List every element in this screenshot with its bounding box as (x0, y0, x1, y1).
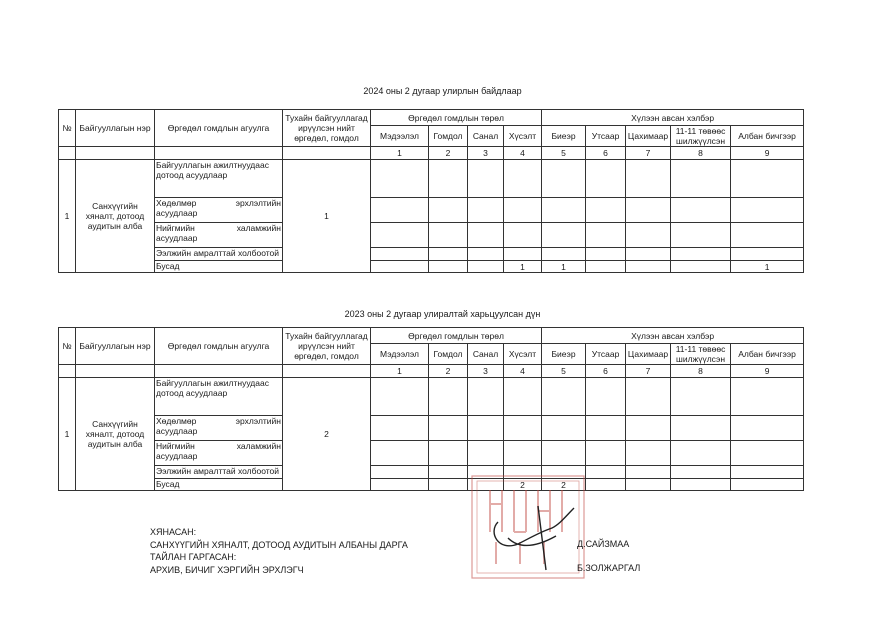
column-number: 3 (468, 365, 504, 378)
header-type: Хүсэлт (504, 126, 542, 147)
header-org-name: Байгууллагын нэр (76, 328, 155, 365)
value-cell (371, 248, 429, 261)
value-cell: 1 (731, 261, 804, 273)
value-cell (671, 441, 731, 466)
header-form: Утсаар (586, 344, 626, 365)
value-cell (731, 248, 804, 261)
value-cell (371, 479, 429, 491)
header-form: 11-11 төвөөс шилжүүлсэн (671, 126, 731, 147)
column-number: 1 (371, 365, 429, 378)
official-stamp (468, 472, 588, 582)
reviewer-name: Д.САЙЗМАА (577, 539, 630, 549)
column-number: 8 (671, 365, 731, 378)
header-type: Мэдээлэл (371, 126, 429, 147)
value-cell (731, 198, 804, 223)
header-form: Албан бичгээр (731, 344, 804, 365)
value-cell (626, 378, 671, 416)
value-cell (468, 160, 504, 198)
blank-cell (76, 365, 155, 378)
value-cell (429, 479, 468, 491)
value-cell (731, 416, 804, 441)
value-cell (671, 378, 731, 416)
header-type: Гомдол (429, 344, 468, 365)
header-type-group: Өргөдөл гомдлын төрөл (371, 328, 542, 344)
header-content: Өргөдөл гомдлын агуулга (155, 110, 283, 147)
header-no: № (59, 328, 76, 365)
value-cell (586, 261, 626, 273)
signature-block (150, 526, 408, 576)
table-row (59, 466, 849, 479)
value-cell (542, 198, 586, 223)
value-cell (626, 416, 671, 441)
total-count: 2 (283, 378, 371, 491)
value-cell (586, 160, 626, 198)
value-cell (429, 261, 468, 273)
value-cell (731, 378, 804, 416)
total-count: 1 (283, 160, 371, 273)
org-name: Санхүүгийн хяналт, дотоод аудитын алба (76, 378, 155, 491)
value-cell (586, 479, 626, 491)
header-type: Мэдээлэл (371, 344, 429, 365)
value-cell (586, 223, 626, 248)
value-cell (626, 441, 671, 466)
table-row (59, 248, 849, 261)
value-cell (429, 248, 468, 261)
table-row (59, 261, 849, 273)
value-cell (429, 160, 468, 198)
value-cell (429, 198, 468, 223)
value-cell (504, 416, 542, 441)
header-form: Биеэр (542, 126, 586, 147)
value-cell (429, 416, 468, 441)
table-row (59, 223, 849, 248)
column-number: 3 (468, 147, 504, 160)
value-cell: 2 (504, 479, 542, 491)
header-type-group: Өргөдөл гомдлын төрөл (371, 110, 542, 126)
value-cell (429, 466, 468, 479)
row-number: 1 (59, 160, 76, 273)
value-cell (671, 198, 731, 223)
table-row (59, 198, 849, 223)
column-number: 5 (542, 365, 586, 378)
value-cell (429, 441, 468, 466)
value-cell (671, 160, 731, 198)
value-cell (626, 248, 671, 261)
header-content: Өргөдөл гомдлын агуулга (155, 328, 283, 365)
header-form: Утсаар (586, 126, 626, 147)
value-cell (731, 479, 804, 491)
header-form: Цахимаар (626, 344, 671, 365)
column-number: 6 (586, 365, 626, 378)
table-row (59, 441, 849, 466)
blank-cell (283, 147, 371, 160)
column-number: 8 (671, 147, 731, 160)
value-cell (542, 223, 586, 248)
value-cell (504, 223, 542, 248)
value-cell (371, 261, 429, 273)
value-cell (671, 466, 731, 479)
blank-cell (59, 365, 76, 378)
value-cell (626, 479, 671, 491)
header-form: Цахимаар (626, 126, 671, 147)
value-cell (731, 223, 804, 248)
title-2024: 2024 оны 2 дугаар улирлын байдлаар (363, 86, 522, 96)
column-number: 2 (429, 147, 468, 160)
value-cell (468, 223, 504, 248)
header-form-group: Хүлээн авсан хэлбэр (542, 328, 804, 344)
value-cell (504, 248, 542, 261)
column-number: 7 (626, 147, 671, 160)
value-cell (626, 223, 671, 248)
value-cell: 1 (504, 261, 542, 273)
preparer-title: АРХИВ, БИЧИГ ХЭРГИЙН ЭРХЛЭГЧ (150, 564, 304, 575)
header-form-group: Хүлээн авсан хэлбэр (542, 110, 804, 126)
blank-cell (59, 147, 76, 160)
header-type: Санал (468, 126, 504, 147)
value-cell (626, 466, 671, 479)
content-cell: Хөдөлмөр эрхлэлтийн асуудлаар (155, 416, 283, 441)
value-cell (586, 441, 626, 466)
value-cell: 2 (542, 479, 586, 491)
value-cell: 1 (542, 261, 586, 273)
value-cell (586, 248, 626, 261)
value-cell (468, 441, 504, 466)
column-number: 1 (371, 147, 429, 160)
value-cell (542, 416, 586, 441)
table-row (59, 378, 849, 416)
header-org-name: Байгууллагын нэр (76, 110, 155, 147)
value-cell (671, 261, 731, 273)
content-cell: Нийгмийн халамжийн асуудлаар (155, 223, 283, 248)
column-number: 2 (429, 365, 468, 378)
column-number: 9 (731, 147, 804, 160)
value-cell (468, 248, 504, 261)
value-cell (586, 378, 626, 416)
value-cell (542, 441, 586, 466)
value-cell (468, 261, 504, 273)
content-cell: Нийгмийн халамжийн асуудлаар (155, 441, 283, 466)
value-cell (731, 466, 804, 479)
value-cell (429, 378, 468, 416)
column-number: 6 (586, 147, 626, 160)
header-form: Албан бичгээр (731, 126, 804, 147)
table-row (59, 416, 849, 441)
column-number: 7 (626, 365, 671, 378)
content-cell: Бусад (155, 479, 283, 491)
header-form: Биеэр (542, 344, 586, 365)
value-cell (671, 479, 731, 491)
header-type: Гомдол (429, 126, 468, 147)
reviewed-label: ХЯНАСАН: (150, 527, 197, 537)
column-number: 9 (731, 365, 804, 378)
value-cell (371, 160, 429, 198)
header-type: Санал (468, 344, 504, 365)
value-cell (429, 223, 468, 248)
value-cell (671, 416, 731, 441)
value-cell (504, 441, 542, 466)
value-cell (371, 223, 429, 248)
value-cell (626, 198, 671, 223)
value-cell (371, 416, 429, 441)
prepared-label: ТАЙЛАН ГАРГАСАН: (150, 552, 237, 562)
reviewer-title: САНХҮҮГИЙН ХЯНАЛТ, ДОТООД АУДИТЫН АЛБАНЫ ДАРГА (150, 539, 408, 550)
value-cell (371, 198, 429, 223)
value-cell (586, 416, 626, 441)
value-cell (504, 160, 542, 198)
table-row (59, 479, 849, 491)
content-cell: Байгууллагын ажилтнуудаас дотоод асуудлаар (155, 160, 283, 198)
value-cell (542, 160, 586, 198)
content-cell: Ээлжийн амралттай холбоотой (155, 466, 283, 479)
blank-cell (283, 365, 371, 378)
table-row (59, 160, 849, 198)
content-cell: Бусад (155, 261, 283, 273)
value-cell (586, 198, 626, 223)
column-number: 4 (504, 365, 542, 378)
content-cell: Хөдөлмөр эрхлэлтийн асуудлаар (155, 198, 283, 223)
header-no: № (59, 110, 76, 147)
value-cell (468, 198, 504, 223)
title-2023: 2023 оны 2 дугаар улиралтай харьцуулсан дүн (344, 309, 541, 319)
value-cell (371, 466, 429, 479)
value-cell (626, 160, 671, 198)
value-cell (671, 248, 731, 261)
value-cell (504, 378, 542, 416)
blank-cell (76, 147, 155, 160)
header-form: 11-11 төвөөс шилжүүлсэн (671, 344, 731, 365)
value-cell (731, 441, 804, 466)
value-cell (371, 378, 429, 416)
value-cell (671, 223, 731, 248)
blank-cell (155, 365, 283, 378)
column-number: 4 (504, 147, 542, 160)
value-cell (504, 198, 542, 223)
column-number: 5 (542, 147, 586, 160)
header-type: Хүсэлт (504, 344, 542, 365)
value-cell (542, 248, 586, 261)
value-cell (542, 378, 586, 416)
value-cell (468, 416, 504, 441)
preparer-name: Б.ЗОЛЖАРГАЛ (577, 563, 641, 573)
row-number: 1 (59, 378, 76, 491)
blank-cell (155, 147, 283, 160)
content-cell: Ээлжийн амралттай холбоотой (155, 248, 283, 261)
value-cell (371, 441, 429, 466)
content-cell: Байгууллагын ажилтнуудаас дотоод асуудлаар (155, 378, 283, 416)
header-total: Тухайн байгууллагад ирүүлсэн нийт өргөдөл, гомдол (283, 110, 371, 147)
value-cell (586, 466, 626, 479)
org-name: Санхүүгийн хяналт, дотоод аудитын алба (76, 160, 155, 273)
value-cell (626, 261, 671, 273)
value-cell (731, 160, 804, 198)
value-cell (468, 378, 504, 416)
header-total: Тухайн байгууллагад ирүүлсэн нийт өргөдөл, гомдол (283, 328, 371, 365)
